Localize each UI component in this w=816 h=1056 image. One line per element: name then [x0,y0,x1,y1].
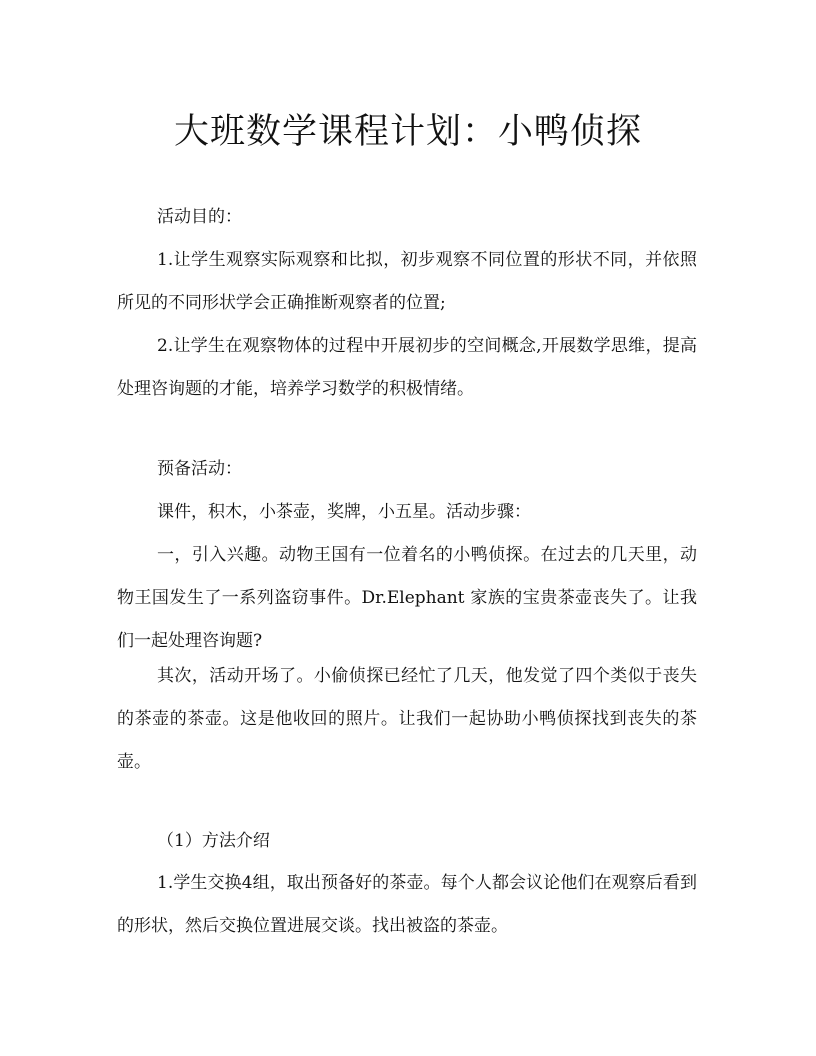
section-heading-method: （1）方法介绍 [157,831,270,851]
document-title: 大班数学课程计划：小鸭侦探 [173,112,642,152]
paragraph-step-1: 一，引入兴趣。动物王国有一位着名的小鸭侦探。在过去的几天里，动物王国发生了一系列盗窃事件。Dr.Elephant 家族的宝贵茶壶丧失了。让我们一起处理咨询题? [117,545,697,651]
paragraph-materials: 课件，积木，小茶壶，奖牌，小五星。活动步骤： [157,502,531,522]
paragraph-step-2: 其次，活动开场了。小偷侦探已经忙了几天，他发觉了四个类似于丧失的茶壶的茶壶。这是他收回的照片。让我们一起协助小鸭侦探找到丧失的茶壶。 [117,666,697,772]
section-heading-preparation: 预备活动： [157,459,242,479]
paragraph-objective-1: 1.让学生观察实际观察和比拟，初步观察不同位置的形状不同，并依照所见的不同形状学会正确推断观察者的位置; [117,250,697,313]
section-heading-objectives: 活动目的： [157,207,242,227]
paragraph-objective-2: 2.让学生在观察物体的过程中开展初步的空间概念,开展数学思维，提高处理咨询题的才能，培养学习数学的积极情绪。 [117,336,697,399]
paragraph-method-1: 1.学生交换4组，取出预备好的茶壶。每个人都会议论他们在观察后看到的形状，然后交换位置进展交谈。找出被盗的茶壶。 [117,873,697,936]
